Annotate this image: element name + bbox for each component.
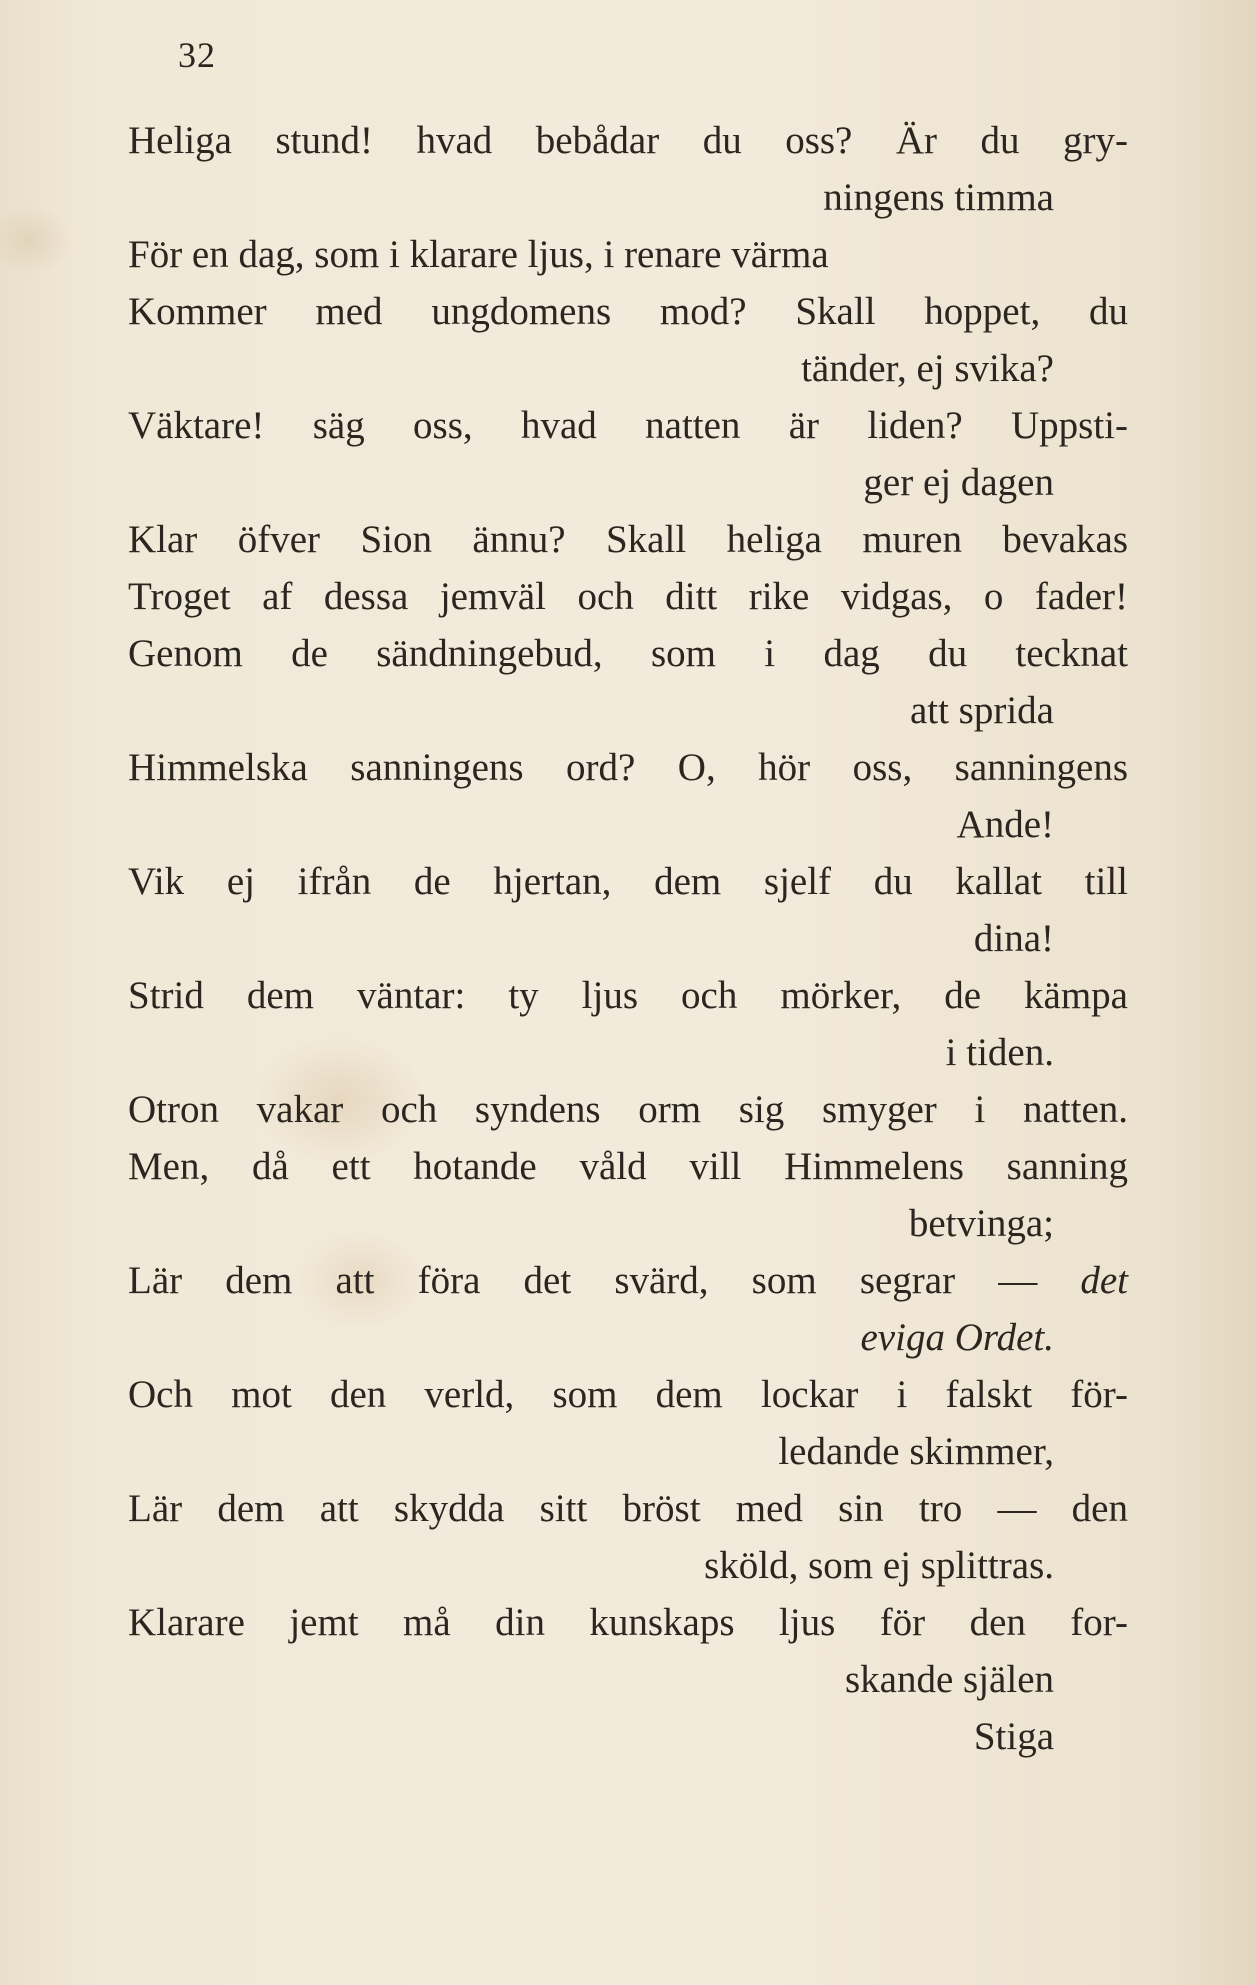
poem-line-text: Lär dem att föra det svärd, som segrar — xyxy=(128,1259,1038,1302)
poem-line: Vik ej ifrån de hjertan, dem sjelf du kallat till xyxy=(128,860,1128,903)
poem-line: Väktare! säg oss, hvad natten är liden? Uppsti- xyxy=(128,404,1128,447)
catchword: Stiga xyxy=(973,1715,1054,1758)
poem-line: tänder, ej svika? xyxy=(801,347,1054,390)
poem-line: Klarare jemt må din kunskaps ljus för den for- xyxy=(128,1601,1128,1644)
poem-line-with-italic xyxy=(128,1252,1128,1309)
italic-phrase-continuation: eviga Ordet. xyxy=(860,1316,1054,1359)
poem-line: För en dag, som i klarare ljus, i renare värma xyxy=(128,233,829,276)
poem-line: Heliga stund! hvad bebådar du oss? Är du gry- xyxy=(128,119,1128,162)
poem-line: Troget af dessa jemväl och ditt rike vidgas, o fader! xyxy=(128,575,1128,618)
poem-line: Men, då ett hotande våld vill Himmelens sanning xyxy=(128,1145,1128,1188)
poem-line: sköld, som ej splittras. xyxy=(704,1544,1054,1587)
poem-line: Klar öfver Sion ännu? Skall heliga muren bevakas xyxy=(128,518,1128,561)
poem-line: Strid dem väntar: ty ljus och mörker, de kämpa xyxy=(128,974,1128,1017)
poem-line: dina! xyxy=(973,917,1054,960)
poem-line: betvinga; xyxy=(908,1202,1054,1245)
poem-line: Och mot den verld, som dem lockar i falskt för- xyxy=(128,1373,1128,1416)
poem-text xyxy=(128,112,1128,1765)
poem-line: i tiden. xyxy=(945,1031,1054,1074)
poem-line: Ande! xyxy=(956,803,1054,846)
poem-line: Lär dem att skydda sitt bröst med sin tro — den xyxy=(128,1487,1128,1530)
poem-line: Himmelska sanningens ord? O, hör oss, sanningens xyxy=(128,746,1128,789)
page-number: 32 xyxy=(178,35,216,75)
poem-line: ningens timma xyxy=(823,176,1054,219)
poem-line: Otron vakar och syndens orm sig smyger i natten. xyxy=(128,1088,1128,1131)
poem-line: att sprida xyxy=(909,689,1054,732)
italic-phrase: det xyxy=(1080,1259,1129,1302)
poem-line: ger ej dagen xyxy=(863,461,1054,504)
poem-line: skande själen xyxy=(844,1658,1054,1701)
poem-line: Kommer med ungdomens mod? Skall hoppet, du xyxy=(128,290,1128,333)
poem-line: Genom de sändningebud, som i dag du tecknat xyxy=(128,632,1128,675)
poem-line: ledande skimmer, xyxy=(778,1430,1054,1473)
